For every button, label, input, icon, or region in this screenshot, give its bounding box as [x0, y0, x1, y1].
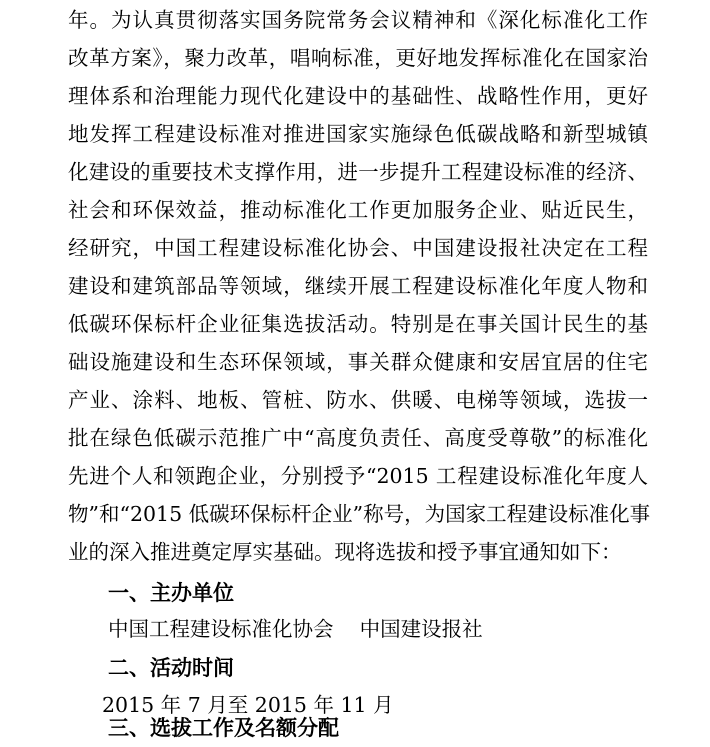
paragraph-line: 产业、涂料、地板、管桩、防水、供暖、电梯等领域，选拔一 — [68, 388, 648, 412]
paragraph-line: 经研究，中国工程建设标准化协会、中国建设报社决定在工程 — [68, 236, 648, 260]
paragraph-line: 化建设的重要技术支撑作用，进一步提升工程建设标准的经济、 — [68, 160, 648, 184]
paragraph-line: 础设施建设和生态环保领域，事关群众健康和安居宜居的住宅 — [68, 350, 648, 374]
paragraph-line: 地发挥工程建设标准对推进国家实施绿色低碳战略和新型城镇 — [68, 122, 648, 146]
paragraph-line: 先进个人和领跑企业，分别授予“2015 工程建设标准化年度人 — [68, 464, 648, 488]
paragraph-line: 改革方案》，聚力改革，唱响标准，更好地发挥标准化在国家治 — [68, 46, 648, 70]
paragraph-line: 社会和环保效益，推动标准化工作更加服务企业、贴近民生， — [68, 198, 648, 222]
paragraph-line: 理体系和治理能力现代化建设中的基础性、战略性作用，更好 — [68, 84, 648, 108]
paragraph-line: 低碳环保标杆企业征集选拔活动。特别是在事关国计民生的基 — [68, 312, 648, 336]
activity-time-text: 2015 年 7 月至 2015 年 11 月 — [102, 693, 394, 717]
section-heading-selection-quota: 三、选拔工作及名额分配 — [108, 716, 339, 740]
paragraph-line: 建设和建筑部品等领域，继续开展工程建设标准化年度人物和 — [68, 274, 648, 298]
paragraph-line: 物”和“2015 低碳环保标杆企业”称号，为国家工程建设标准化事 — [68, 502, 651, 526]
paragraph-line: 年。为认真贯彻落实国务院常务会议精神和《深化标准化工作 — [68, 8, 648, 32]
paragraph-line: 业的深入推进奠定厚实基础。现将选拔和授予事宜通知如下： — [68, 540, 622, 564]
organizers-text: 中国工程建设标准化协会 中国建设报社 — [108, 617, 483, 641]
paragraph-line: 批在绿色低碳示范推广中“高度负责任、高度受尊敬”的标准化 — [68, 426, 648, 450]
section-heading-organizers: 一、主办单位 — [108, 581, 234, 605]
section-heading-activity-time: 二、活动时间 — [108, 656, 234, 680]
